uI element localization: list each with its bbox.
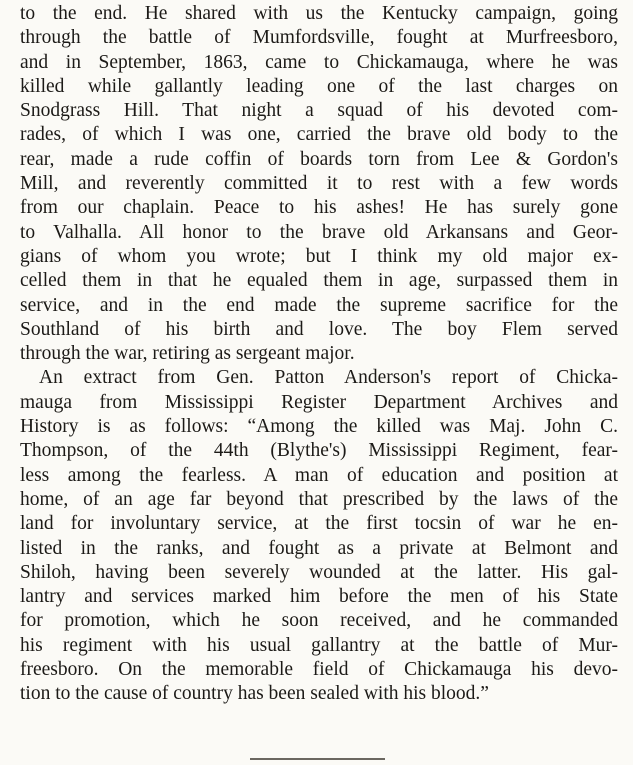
text-line: rear, made a rude coffin of boards torn from Lee & Gordon's — [20, 148, 618, 170]
section-divider-rule — [250, 758, 385, 760]
text-line: tion to the cause of country has been sealed with his blood.” — [20, 683, 489, 705]
text-line: freesboro. On the memorable field of Chickamauga his devo- — [20, 659, 618, 681]
text-line: through the battle of Mumfordsville, fought at Murfreesboro, — [20, 27, 618, 49]
text-line: Shiloh, having been severely wounded at the latter. His gal- — [20, 561, 618, 583]
text-line: for promotion, which he soon received, and he commanded — [20, 610, 618, 632]
text-line: gians of whom you wrote; but I think my old major ex- — [20, 245, 618, 267]
text-line: land for involuntary service, at the first tocsin of war he en- — [20, 513, 618, 535]
paragraph-2 — [20, 366, 618, 706]
text-line: home, of an age far beyond that prescribed by the laws of the — [20, 488, 618, 510]
text-line: celled them in that he equaled them in age, surpassed them in — [20, 270, 618, 292]
text-line: History is as follows: “Among the killed was Maj. John C. — [20, 416, 618, 438]
text-line: from our chaplain. Peace to his ashes! He has surely gone — [20, 197, 618, 219]
text-line: service, and in the end made the supreme sacrifice for the — [20, 294, 618, 316]
text-line: listed in the ranks, and fought as a private at Belmont and — [20, 537, 618, 559]
text-line: his regiment with his usual gallantry at the battle of Mur- — [20, 634, 618, 656]
text-line: less among the fearless. A man of education and position at — [20, 464, 618, 486]
text-line: Mill, and reverently committed it to rest with a few words — [20, 173, 618, 195]
text-line: Southland of his birth and love. The boy Flem served — [20, 318, 618, 340]
text-line: rades, of which I was one, carried the brave old body to the — [20, 124, 618, 146]
text-line: Snodgrass Hill. That night a squad of his devoted com- — [20, 100, 618, 122]
text-line: mauga from Mississippi Register Department Archives and — [20, 391, 618, 413]
text-line: Thompson, of the 44th (Blythe's) Mississippi Regiment, fear- — [20, 440, 618, 462]
text-line: through the war, retiring as sergeant major. — [20, 343, 355, 365]
text-line: to Valhalla. All honor to the brave old Arkansans and Geor- — [20, 221, 618, 243]
text-line: killed while gallantly leading one of the last charges on — [20, 75, 618, 97]
text-line: An extract from Gen. Patton Anderson's report of Chicka- — [39, 367, 618, 389]
document-page — [20, 2, 618, 707]
text-line: to the end. He shared with us the Kentucky campaign, going — [20, 3, 618, 24]
text-line: lantry and services marked him before the men of his State — [20, 586, 618, 608]
paragraph-1 — [20, 2, 618, 366]
text-line: and in September, 1863, came to Chickamauga, where he was — [20, 51, 618, 73]
